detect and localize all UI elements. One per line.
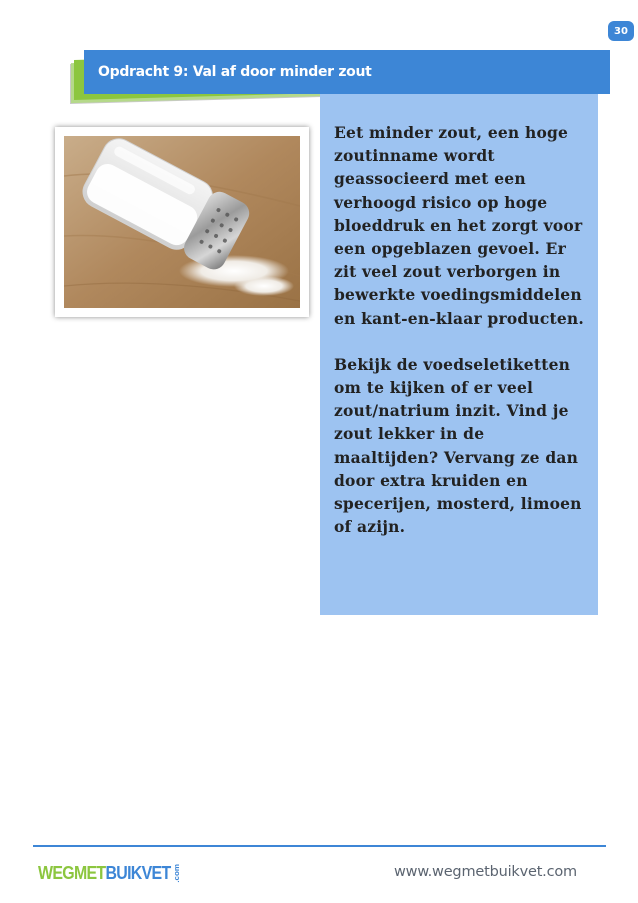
salt-shaker-illustration (64, 136, 300, 308)
tip-paragraph-1: Eet minder zout, een hoge zoutinname wordt geassocieerd met een verhoogd risico op hoge bloeddruk en het zorgt voor een opgeblazen gevoel. Er zit veel zout verborgen in bewerkte voedingsmiddelen en kant-en-klaar producten. (334, 123, 584, 328)
footer-divider (33, 845, 606, 847)
tip-paragraph-2: Bekijk de voedseletiketten om te kijken of er veel zout/natrium inzit. Vind je zout lekker in de maaltijden? Vervang ze dan door extra kruiden en specerijen, mosterd, limoen of azijn. (334, 354, 582, 537)
tip-text-panel (320, 94, 598, 615)
logo-text-wegmet: WEGMET (38, 862, 106, 883)
banner-bar (84, 50, 610, 94)
site-logo[interactable] (38, 862, 181, 884)
assignment-title: Opdracht 9: Val af door minder zout (98, 64, 372, 80)
salt-shaker-photo-frame (55, 127, 309, 317)
logo-text-com: .com (173, 864, 181, 883)
salt-shaker-photo (64, 136, 300, 308)
tip-text (334, 121, 592, 538)
website-url-link[interactable]: www.wegmetbuikvet.com (394, 864, 577, 880)
page-number-badge: 30 (608, 21, 634, 41)
logo-text-buikvet: BUIKVET (105, 862, 171, 883)
